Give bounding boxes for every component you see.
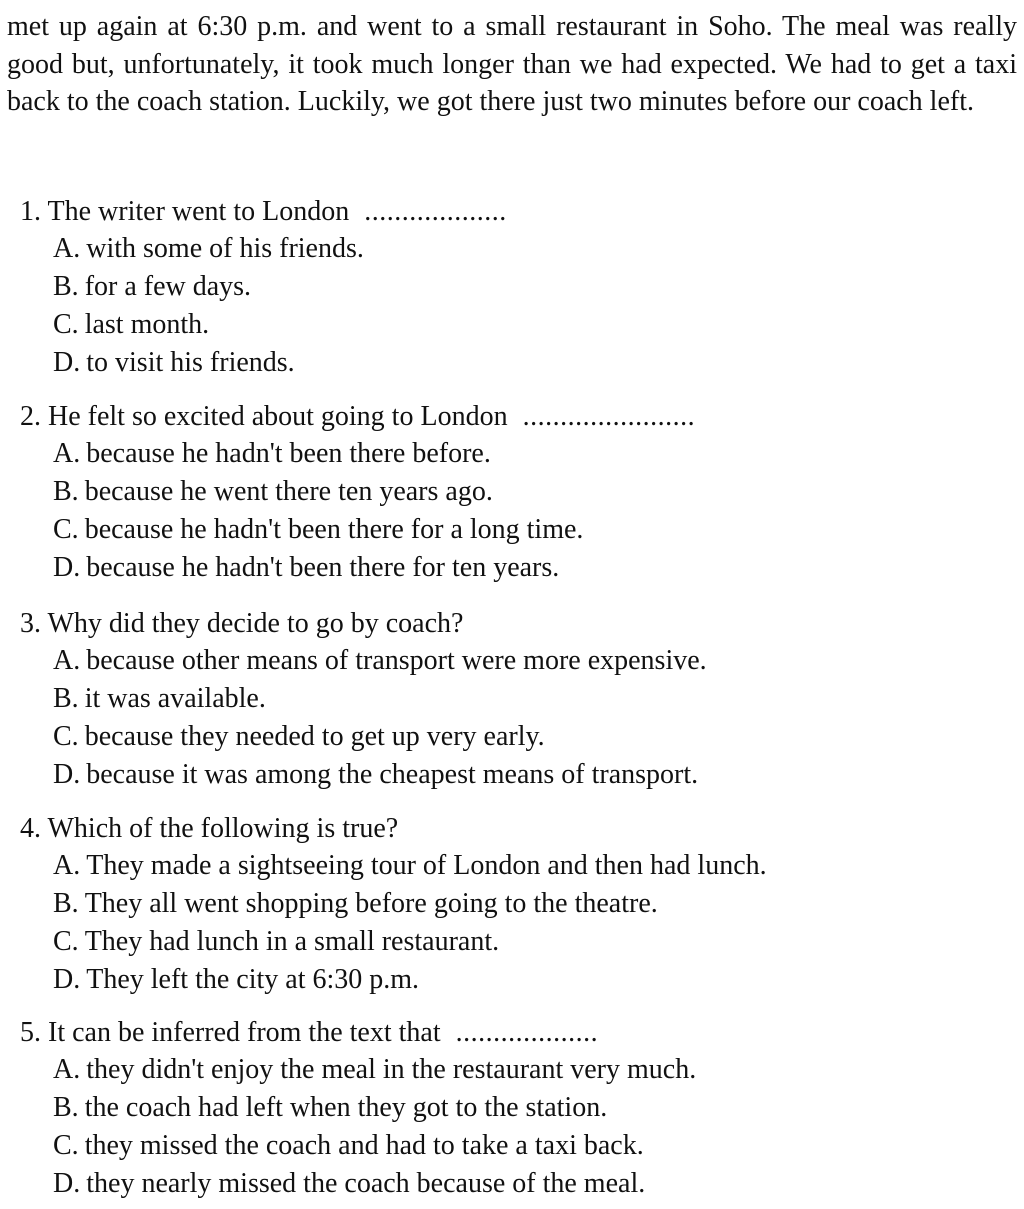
- option-d: [53, 1168, 645, 1200]
- option-letter: B.: [53, 271, 79, 302]
- option-text: They left the city at 6:30 p.m.: [86, 964, 420, 995]
- option-text: They all went shopping before going to the theatre.: [84, 888, 658, 919]
- option-b: [53, 888, 658, 920]
- option-text: because he hadn't been there for ten years.: [86, 552, 560, 583]
- option-text: because he went there ten years ago.: [84, 476, 493, 507]
- answer-blank: .......................: [522, 401, 696, 432]
- question-text: It can be inferred from the text that: [48, 1017, 441, 1048]
- question-text: Which of the following is true?: [47, 813, 399, 844]
- question-text: The writer went to London: [47, 196, 350, 227]
- option-d: [53, 347, 295, 379]
- option-letter: D.: [53, 1168, 81, 1199]
- option-letter: C.: [53, 926, 79, 957]
- option-letter: A.: [53, 438, 81, 469]
- question-number: 1.: [20, 196, 41, 227]
- option-text: they missed the coach and had to take a taxi back.: [84, 1130, 644, 1161]
- option-letter: D.: [53, 964, 81, 995]
- answer-blank: ...................: [455, 1017, 599, 1048]
- option-letter: D.: [53, 552, 81, 583]
- option-c: [53, 1130, 644, 1162]
- question-number: 5.: [20, 1017, 41, 1048]
- option-text: They had lunch in a small restaurant.: [84, 926, 500, 957]
- option-letter: A.: [53, 233, 81, 264]
- option-text: because it was among the cheapest means of transport.: [86, 759, 699, 790]
- option-letter: A.: [53, 645, 81, 676]
- option-text: because they needed to get up very early.: [84, 721, 545, 752]
- option-b: [53, 1092, 607, 1124]
- option-a: [53, 850, 767, 882]
- question-stem: [20, 608, 463, 640]
- option-letter: D.: [53, 759, 81, 790]
- option-text: they nearly missed the coach because of the meal.: [86, 1168, 646, 1199]
- option-c: [53, 926, 499, 958]
- option-text: to visit his friends.: [86, 347, 295, 378]
- option-text: last month.: [84, 309, 210, 340]
- question-stem: [20, 1017, 598, 1049]
- option-text: because he hadn't been there for a long time.: [84, 514, 584, 545]
- option-letter: C.: [53, 309, 79, 340]
- option-letter: B.: [53, 1092, 79, 1123]
- option-letter: C.: [53, 721, 79, 752]
- option-text: the coach had left when they got to the station.: [84, 1092, 608, 1123]
- option-b: [53, 683, 266, 715]
- option-text: because other means of transport were more expensive.: [86, 645, 707, 676]
- option-d: [53, 964, 419, 996]
- option-a: [53, 438, 491, 470]
- option-letter: C.: [53, 514, 79, 545]
- option-a: [53, 645, 707, 677]
- option-c: [53, 721, 545, 753]
- option-letter: C.: [53, 1130, 79, 1161]
- question-number: 2.: [20, 401, 41, 432]
- option-letter: A.: [53, 850, 81, 881]
- option-text: it was available.: [84, 683, 266, 714]
- option-letter: A.: [53, 1054, 81, 1085]
- option-text: because he hadn't been there before.: [86, 438, 491, 469]
- option-letter: D.: [53, 347, 81, 378]
- option-letter: B.: [53, 888, 79, 919]
- question-number: 4.: [20, 813, 41, 844]
- option-c: [53, 309, 209, 341]
- option-b: [53, 476, 493, 508]
- option-text: for a few days.: [84, 271, 252, 302]
- question-stem: [20, 813, 398, 845]
- option-a: [53, 233, 364, 265]
- option-d: [53, 552, 559, 584]
- answer-blank: ...................: [364, 196, 507, 227]
- question-stem: [20, 401, 695, 433]
- option-letter: B.: [53, 683, 79, 714]
- option-text: They made a sightseeing tour of London and then had lunch.: [86, 850, 767, 881]
- question-text: Why did they decide to go by coach?: [47, 608, 464, 639]
- option-text: with some of his friends.: [86, 233, 364, 264]
- option-b: [53, 271, 251, 303]
- question-number: 3.: [20, 608, 41, 639]
- option-letter: B.: [53, 476, 79, 507]
- option-text: they didn't enjoy the meal in the restaurant very much.: [86, 1054, 697, 1085]
- question-text: He felt so excited about going to London: [48, 401, 508, 432]
- option-a: [53, 1054, 696, 1086]
- reading-passage: met up again at 6:30 p.m. and went to a small restaurant in Soho. The meal was really good but, unfortunately, it took much longer than we had expected. We had to get a taxi back to the coach station. Luckily, we got there just two minutes before our coach left.: [7, 11, 1017, 117]
- option-d: [53, 759, 698, 791]
- option-c: [53, 514, 583, 546]
- question-stem: [20, 196, 507, 228]
